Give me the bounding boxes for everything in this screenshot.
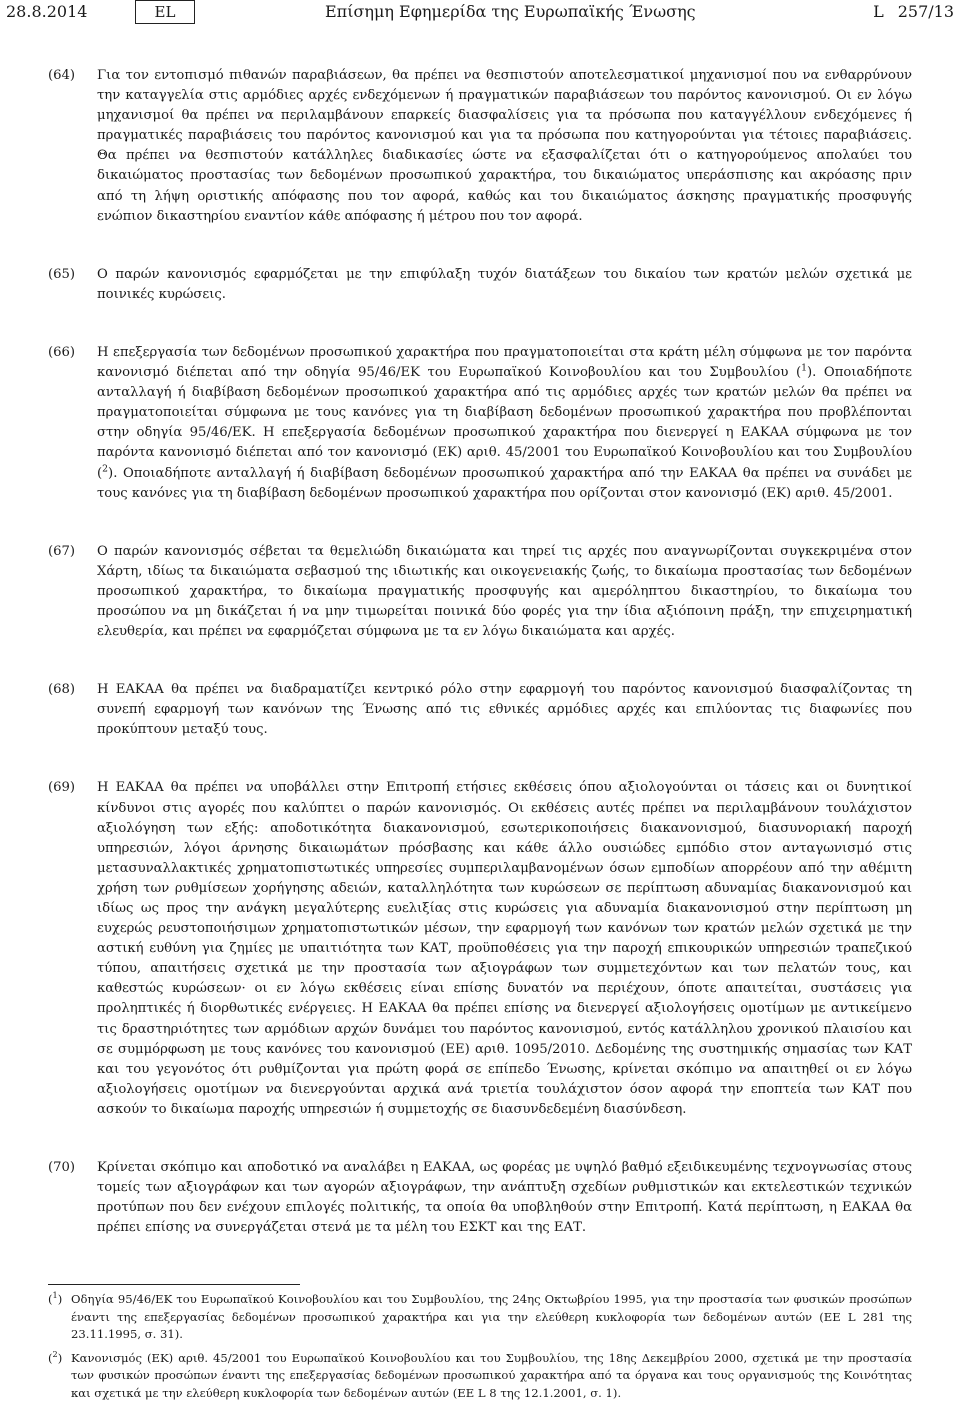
footnote-ref-1[interactable]: 1 [801, 362, 807, 374]
recital-70 [0, 1158, 960, 1238]
publication-date: 28.8.2014 [6, 2, 88, 21]
footnote-1 [0, 1291, 960, 1344]
recital-65 [0, 265, 960, 305]
page-reference [873, 2, 954, 21]
recital-number: (64) [48, 68, 76, 83]
recital-66 [0, 343, 960, 504]
recital-text: Κρίνεται σκόπιμο και αποδοτικό να αναλάβει η ΕΑΚΑΑ, ως φορέας με υψηλό βαθμό εξειδικευμένης τεχνογνωσίας στους τομείς των αξιογράφων και των αγορών αξιογράφων, την ανάπτυξη σχεδίων ρυθμιστικών και εκτελεστικών τεχνικών προτύπων που δεν ενέχουν επιλογές πολιτικής, τα οποία θα υποβληθούν στην Επιτροπή. Κατά περίπτωση, η ΕΑΚΑΑ θα πρέπει επίσης να συνεργάζεται στενά με τα μέλη του ΕΣΚΤ και της ΕΑΤ. [97, 1160, 912, 1236]
recital-text: Ο παρών κανονισμός σέβεται τα θεμελιώδη δικαιώματα και τηρεί τις αρχές που αναγνωρίζονται συγκεκριμένα στον Χάρτη, ιδίως τα δικαιώματα σεβασμού της ιδιωτικής και οικογενειακής ζωής, το δικαίωμα προστασίας των δεδομένων προσωπικού χαρακτήρα, το δικαίωμα πραγματικής προσφυγής και αμερόληπτου δικαστηρίου, το δικαίωμα του προσώπου να μη δικάζεται ή να μην τιμωρείται ποινικά δύο φορές για την ίδια αξιόποινη πράξη, την επιχειρηματική ελευθερία, και πρέπει να εφαρμόζεται σύμφωνα με τα εν λόγω δικαιώματα και αρχές. [97, 543, 912, 640]
footnotes-list [0, 1291, 960, 1409]
series-letter: L [873, 2, 884, 21]
footnote-text: Κανονισμός (ΕΚ) αριθ. 45/2001 του Ευρωπαϊκού Κοινοβουλίου και του Συμβουλίου, της 18ης Δεκεμβρίου 2000, σχετικά με την προστασία των φυσικών προσώπων έναντι της επεξεργασίας δεδομένων προσωπικού χαρακτήρα από τα όργανα και τους οργανισμούς της Κοινότητας και σχετικά με την ελεύθερη κυκλοφορία των δεδομένων αυτών (ΕΕ L 8 της 12.1.2001, σ. 1). [71, 1350, 912, 1400]
recital-text: Η ΕΑΚΑΑ θα πρέπει να υποβάλλει στην Επιτροπή ετήσιες εκθέσεις όπου αξιολογούνται οι τάσεις και οι δυνητικοί κίνδυνοι στις αγορές που καλύπτει ο παρών κανονισμός. Οι εκθέσεις αυτές πρέπει να περιλαμβάνουν τουλάχιστον αξιολόγηση των εξής: αποδοτικότητα διακανονισμού, εσωτερικοποιήσεις διακανονισμού, διασυνοριακή παροχή υπηρεσιών, λόγοι άρνησης δικαιωμάτων πρόσβασης και κάθε άλλο ουσιώδες εμπόδιο στον ανταγωνισμό στις μετασυναλλακτικές χρηματοπιστωτικές υπηρεσίες συμπεριλαμβανομένων όσων εμποδίων απορρέουν από την αθέμιτη χρήση των ρυθμίσεων χορήγησης αδειών, καταλληλότητα των κυρώσεων σε περίπτωση αδυναμίας διακανονισμού και ιδίως ως προς την ανάγκη μεγαλύτερης ευελιξίας στις κυρώσεις για αδυναμία διακανονισμού στην περίπτωση μη ευχερώς ρευστοποιήσιμων χρηματοπιστωτικών μέσων, την εφαρμογή των κανόνων των κρατών μελών σχετικά με την αστική ευθύνη για ζημίες με υπαιτιότητα των ΚΑΤ, προϋποθέσεις για την παροχή επικουρικών υπηρεσιών τραπεζικού τύπου, απαιτήσεις σχετικά με την προστασία των αξιογράφων των συμμετεχόντων και των πελατών τους, και καθεστώς κυρώσεων· οι εν λόγω εκθέσεις είναι επίσης δυνατόν να περιέχουν, όποτε απαιτείται, συστάσεις για προληπτικές ή διορθωτικές ενέργειες. Η ΕΑΚΑΑ θα πρέπει επίσης να διενεργεί αξιολογήσεις ομοτίμων με αντικείμενο τις δραστηριότητες των αρμόδιων αρχών δυνάμει του παρόντος κανονισμού, εντός κατάλληλου χρονικού πλαισίου και σε συμμόρφωση με τους κανόνες του κανονισμού (ΕΕ) αριθ. 1095/2010. Δεδομένης της συστημικής σημασίας των ΚΑΤ και του γεγονότος ότι ρυθμίζονται για πρώτη φορά σε επίπεδο Ένωσης, κρίνεται σκόπιμο να απαιτηθεί οι εν λόγω αξιολογήσεις ομοτίμων να διενεργούνται αρχικά ανά τριετία τουλάχιστον όσον αφορά την εποπτεία των ΚΑΤ που ασκούν το δικαίωμα παροχής υπηρεσιών ή συμμετοχής σε διασυνδεδεμένη διασύνδεση. [97, 780, 912, 1117]
recital-number: (65) [48, 266, 76, 282]
recital-number: (66) [48, 344, 76, 360]
recital-text: Η ΕΑΚΑΑ θα πρέπει να διαδραματίζει κεντρικό ρόλο στην εφαρμογή του παρόντος κανονισμού διασφαλίζοντας τη συνεπή εφαρμογή των κανόνων της Ένωσης από τις εθνικές αρμόδιες αρχές και επιλύοντας τις διαφωνίες που προκύπτουν μεταξύ τους. [97, 682, 912, 738]
recital-text: Για τον εντοπισμό πιθανών παραβιάσεων, θα πρέπει να θεσπιστούν αποτελεσματικοί μηχανισμοί που να ενθαρρύνουν την καταγγελία στις αρμόδιες αρχές ενδεχόμενων ή πραγματικών παραβιάσεων του παρόντος κανονισμού. Οι εν λόγω μηχανισμοί θα πρέπει να περιλαμβάνουν επαρκείς διασφαλίσεις για τα πρόσωπα που καταγγέλλουν ενδεχόμενες ή πραγματικές παραβιάσεις του παρόντος κανονισμού και για τα πρόσωπα που κατηγορούνται για τέτοιες παραβιάσεις. Θα πρέπει να θεσπιστούν κατάλληλες διαδικασίες ώστε να εξασφαλίζεται ότι ο κατηγορούμενος απολαύει του δικαιώματος προστασίας των δεδομένων προσωπικού χαρακτήρα, του δικαιώματος υπεράσπισης και ακρόασης πριν από τη λήψη οριστικής απόφασης που τον αφορά, καθώς και του δικαιώματος άσκησης πραγματικής προσφυγής ενώπιον δικαστηρίου εναντίον κάθε απόφασης ή μέτρου που τον αφορά. [97, 68, 912, 224]
recital-number: (69) [48, 780, 76, 796]
recital-text-part: Η επεξεργασία των δεδομένων προσωπικού χαρακτήρα που πραγματοποιείται στα κράτη μέλη σύμφωνα με τον παρόντα κανονισμό διέπεται από την οδηγία 95/46/ΕΚ του Ευρωπαϊκού Κοινοβουλίου και του Συμβουλίου ( [97, 344, 912, 381]
recital-number: (68) [48, 682, 76, 698]
recital-text [97, 343, 912, 504]
page-number: 257/13 [897, 2, 954, 21]
recital-text: Ο παρών κανονισμός εφαρμόζεται με την επιφύλαξη τυχόν διατάξεων του δικαίου των κρατών μελών σχετικά με ποινικές κυρώσεις. [97, 266, 912, 302]
language-box: EL [135, 0, 195, 24]
footnote-text: Οδηγία 95/46/ΕΚ του Ευρωπαϊκού Κοινοβουλίου και του Συμβουλίου, της 24ης Οκτωβρίου 1995, για την προστασία των φυσικών προσώπων έναντι της επεξεργασίας δεδομένων προσωπικού χαρακτήρα και για την ελεύθερη κυκλοφορία των δεδομένων αυτών (ΕΕ L 281 της 23.11.1995, σ. 31). [71, 1292, 912, 1342]
recital-67 [0, 542, 960, 642]
recital-number: (70) [48, 1160, 76, 1176]
recital-64 [0, 66, 960, 227]
recital-text-part: ). Οποιαδήποτε ανταλλαγή ή διαβίβαση δεδομένων προσωπικού χαρακτήρα από την ΕΑΚΑΑ θα πρέπει να συνάδει με τους κανόνες για τη διαβίβαση δεδομένων προσωπικού χαρακτήρα που ορίζονται στον κανονισμό (ΕΚ) αριθ. 45/2001. [97, 465, 912, 501]
footnote-2 [0, 1350, 960, 1403]
footnote-number: ($^1$) [48, 1290, 63, 1306]
recital-69 [0, 778, 960, 1120]
footnote-ref-2[interactable]: 2 [102, 463, 109, 475]
recital-number: (67) [48, 543, 76, 559]
journal-title: Επίσημη Εφημερίδα της Ευρωπαϊκής Ένωσης [325, 2, 696, 21]
footnote-separator [48, 1284, 300, 1285]
recital-68 [0, 680, 960, 740]
recital-text-part: ). Οποιαδήποτε ανταλλαγή ή διαβίβαση δεδομένων προσωπικού χαρακτήρα από τις αρμόδιες αρχές των κρατών μελών θα πρέπει να πραγματοποιείται σύμφωνα με τους κανόνες για τη διαβίβαση δεδομένων προσωπικού χαρακτήρα που προβλέπονται στην οδηγία 95/46/ΕΚ. Η επεξεργασία δεδομένων προσωπικού χαρακτήρα που διενεργεί η ΕΑΚΑΑ σύμφωνα με τον παρόντα κανονισμό διέπεται από τον κανονισμό (ΕΚ) αριθ. 45/2001 του Ευρωπαϊκού Κοινοβουλίου και του Συμβουλίου ( [97, 365, 912, 481]
footnote-number: ($^2$) [48, 1348, 63, 1365]
recitals-list [0, 66, 960, 1238]
page-header [0, 0, 960, 40]
